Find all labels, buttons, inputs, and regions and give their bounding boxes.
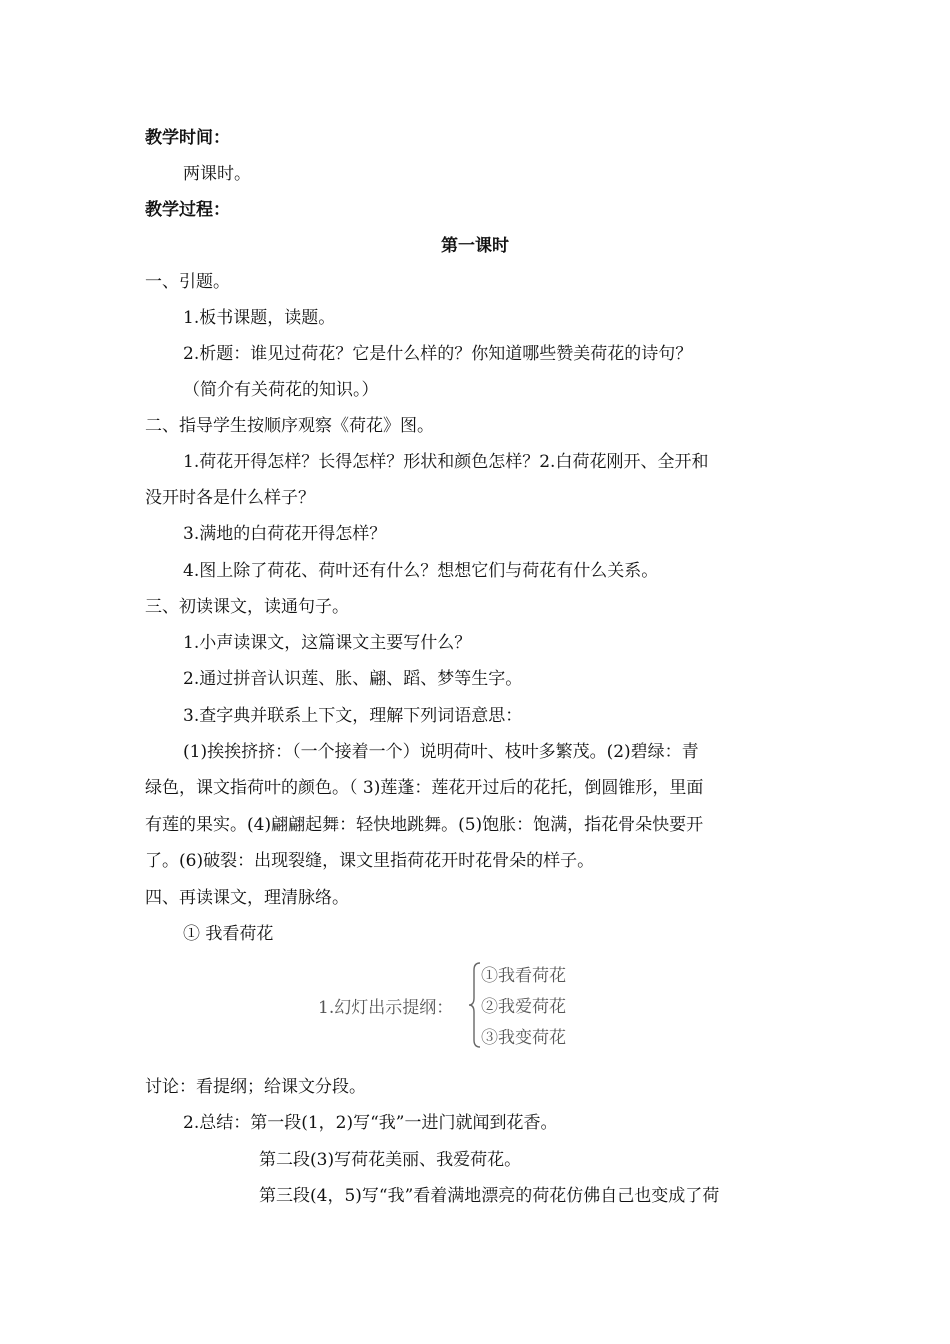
outline-item-3: ③我变荷花 xyxy=(481,1028,566,1048)
summary-line-3: 第三段(4，5)写“我”看着满地漂亮的荷花仿佛自己也变成了荷 xyxy=(259,1186,720,1206)
section-2-item-4: 4.图上除了荷花、荷叶还有什么？想想它们与荷花有什么关系。 xyxy=(183,561,659,581)
section-2-heading: 二、指导学生按顺序观察《荷花》图。 xyxy=(145,416,434,436)
brace-icon xyxy=(468,962,482,1048)
lesson-title: 第一课时 xyxy=(441,236,509,256)
outline-figure xyxy=(318,958,588,1050)
section-2-item-1: 1.荷花开得怎样？长得怎样？形状和颜色怎样？2.白荷花刚开、全开和 xyxy=(183,452,709,472)
summary-line-1: 2.总结：第一段(1，2)写“我”一进门就闻到花香。 xyxy=(183,1113,558,1133)
outline-item-2: ②我爱荷花 xyxy=(481,997,566,1017)
discussion: 讨论：看提纲；给课文分段。 xyxy=(145,1077,366,1097)
outline-item-1: ①我看荷花 xyxy=(481,966,566,986)
section-4-heading: 四、再读课文，理清脉络。 xyxy=(145,888,349,908)
section-1-note: （简介有关荷花的知识。） xyxy=(183,380,379,400)
section-3-paragraph-line-4: 了。(6)破裂：出现裂缝，课文里指荷花开时花骨朵的样子。 xyxy=(145,851,595,871)
section-4-item: ① 我看荷花 xyxy=(183,924,274,944)
section-1-item-2: 2.析题：谁见过荷花？它是什么样的？你知道哪些赞美荷花的诗句？ xyxy=(183,344,693,364)
section-3-heading: 三、初读课文，读通句子。 xyxy=(145,597,349,617)
section-3-item-2: 2.通过拼音认识莲、胀、翩、蹈、梦等生字。 xyxy=(183,669,523,689)
process-heading: 教学过程： xyxy=(145,200,230,220)
time-value: 两课时。 xyxy=(183,164,251,184)
section-3-item-3: 3.查字典并联系上下文，理解下列词语意思： xyxy=(183,706,523,726)
section-1-item-1: 1.板书课题，读题。 xyxy=(183,308,336,328)
section-3-paragraph-line-3: 有莲的果实。(4)翩翩起舞：轻快地跳舞。(5)饱胀：饱满，指花骨朵快要开 xyxy=(145,815,704,835)
section-3-item-1: 1.小声读课文，这篇课文主要写什么？ xyxy=(183,633,472,653)
time-heading: 教学时间： xyxy=(145,128,230,148)
section-2-item-1-cont: 没开时各是什么样子？ xyxy=(145,488,315,508)
section-2-item-3: 3.满地的白荷花开得怎样？ xyxy=(183,524,387,544)
section-3-paragraph-line-1: (1)挨挨挤挤：（一个接着一个）说明荷叶、枝叶多繁茂。(2)碧绿：青 xyxy=(183,742,699,762)
section-3-paragraph-line-2: 绿色，课文指荷叶的颜色。（ 3)莲蓬：莲花开过后的花托，倒圆锥形，里面 xyxy=(145,778,704,798)
section-1-heading: 一、引题。 xyxy=(145,272,230,292)
outline-lead: 1.幻灯出示提纲： xyxy=(318,998,454,1018)
summary-line-2: 第二段(3)写荷花美丽、我爱荷花。 xyxy=(259,1150,522,1170)
